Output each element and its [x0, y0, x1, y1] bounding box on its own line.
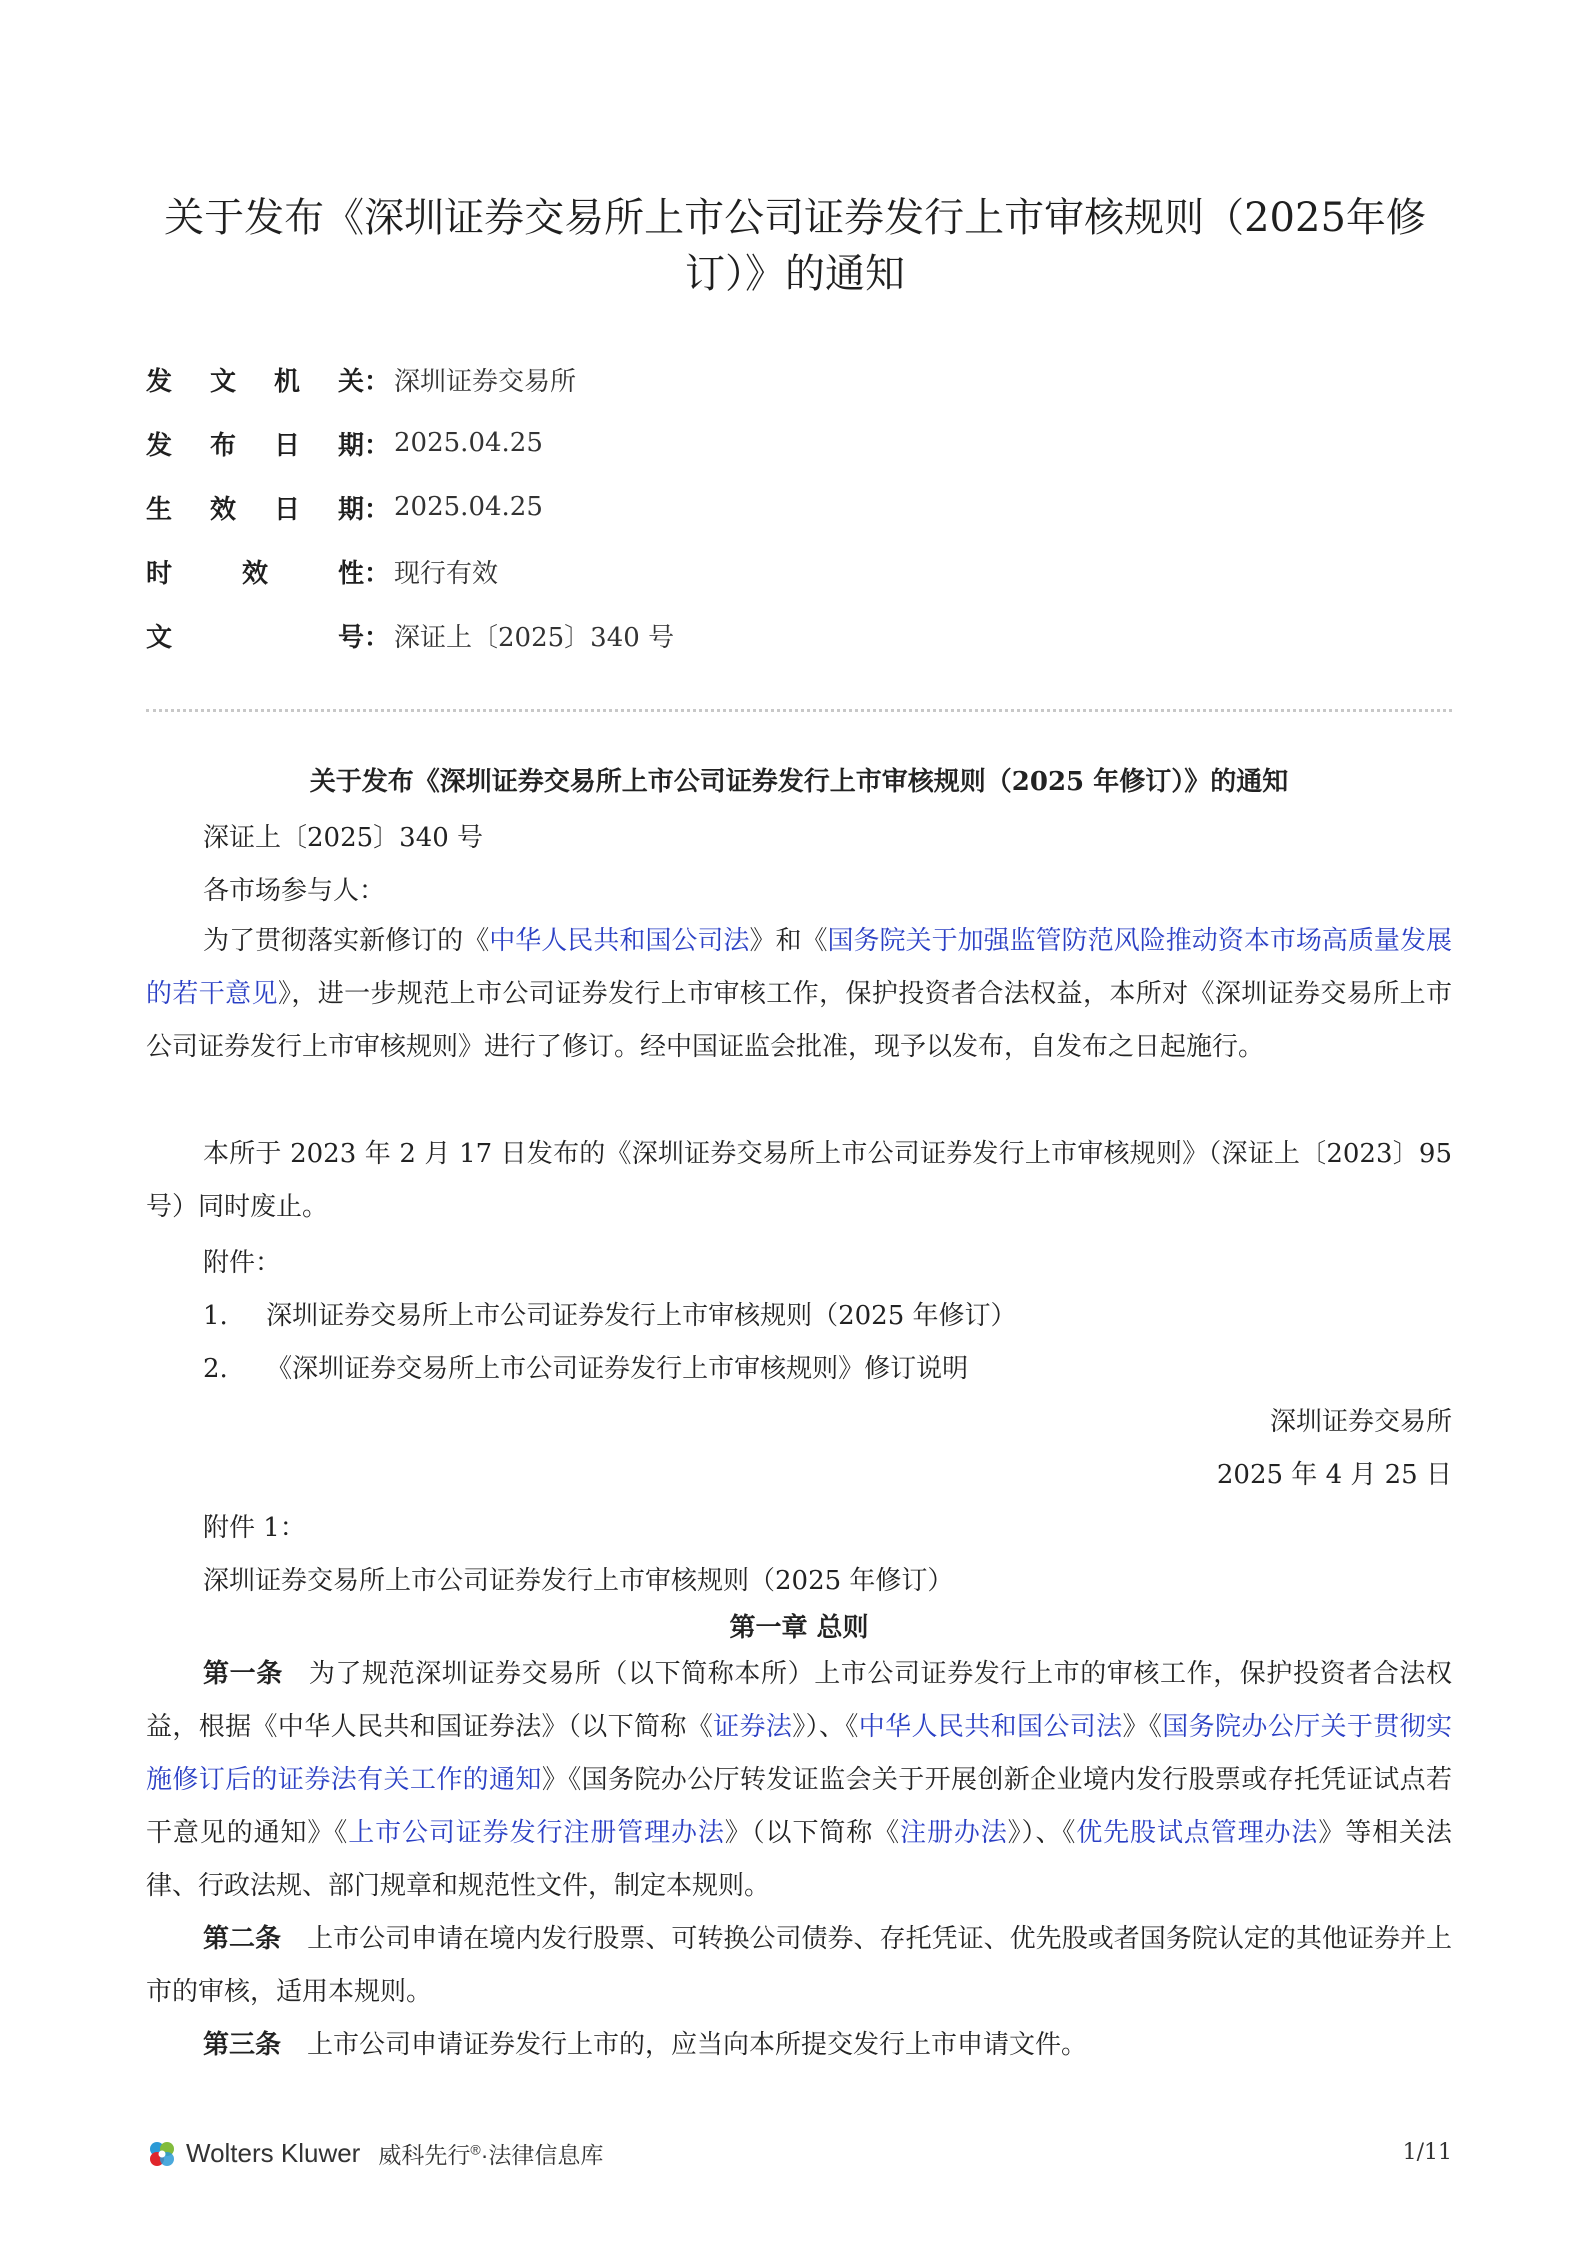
meta-value: 2025.04.25: [394, 492, 543, 522]
article-label: 第一条: [203, 1659, 283, 1689]
meta-value: 深证上〔2025〕340 号: [394, 622, 675, 653]
meta-separator: ：: [364, 494, 391, 525]
attachment-number: 1.: [203, 1301, 228, 1331]
label-char: 文: [209, 366, 236, 397]
label-char: 效: [209, 494, 236, 525]
meta-validity: [146, 551, 498, 591]
notice-heading: 关于发布《深圳证券交易所上市公司证券发行上市审核规则（2025 年修订）》的通知: [309, 767, 1289, 797]
attachment-item[interactable]: [203, 1349, 968, 1389]
text-run: 上市公司申请证券发行上市的，应当向本所提交发行上市申请文件。: [307, 2030, 1088, 2060]
attachment1-label: 附件 1：: [203, 1513, 306, 1543]
text-run: 上市公司申请在境内发行股票、可转换公司债券、存托凭证、优先股或者国务院认定的其他证券并上市的审核，适用本规则。: [146, 1924, 1452, 2007]
securities-law-link[interactable]: 证券法: [713, 1712, 793, 1742]
label-char: 期: [337, 494, 364, 525]
label-char: 文: [146, 622, 173, 653]
text-run: 》和《: [749, 926, 828, 956]
meta-doc-number: [146, 615, 674, 655]
meta-separator: ：: [364, 558, 391, 589]
label-char: 效: [241, 558, 268, 589]
text-run: 为了贯彻落实新修订的《: [203, 926, 490, 956]
text-run: 》《: [1122, 1712, 1163, 1742]
label-char: 日: [273, 430, 300, 461]
label-char: 发: [146, 430, 173, 461]
state-council-opinions-link[interactable]: 国务院关于加强监管防范风险推动资本市场高质量发展的若干意见: [146, 926, 1452, 1009]
label-char: 号: [337, 622, 364, 653]
text-run: 》，进一步规范上市公司证券发行上市审核工作，保护投资者合法权益，本所对《深圳证券交易所上市公司证券发行上市审核规则》进行了修订。经中国证监会批准，现予以发布，自发布之日起施行。: [146, 979, 1452, 1062]
attachment-number: 2.: [203, 1354, 228, 1384]
meta-separator: ：: [364, 366, 391, 397]
text-run: 》（以下简称《: [724, 1818, 901, 1848]
article-1: [146, 1648, 1452, 1913]
attachment-item[interactable]: [203, 1296, 1017, 1336]
registration-measures-link[interactable]: 上市公司证券发行注册管理办法: [348, 1818, 725, 1848]
meta-value: 深圳证券交易所: [394, 366, 577, 397]
text-run: 》《国务院办公厅转发证监会关于开展创新企业境内发行股票或存托凭证试点若干意见的通知》《: [146, 1765, 1452, 1848]
attachment-title: 《深圳证券交易所上市公司证券发行上市审核规则》修订说明: [266, 1354, 969, 1384]
signature-date: 2025 年 4 月 25 日: [1216, 1460, 1452, 1490]
label-char: 发: [146, 366, 173, 397]
meta-value: 2025.04.25: [394, 428, 543, 458]
text-run: 》）、《: [792, 1712, 859, 1742]
meta-issuer: [146, 359, 576, 399]
paragraph-repeal: [146, 1128, 1452, 1234]
paragraph-text: [146, 915, 1452, 1074]
brand-name: Wolters Kluwer: [186, 2138, 361, 2168]
label-char: 期: [337, 430, 364, 461]
label-char: 生: [146, 494, 173, 525]
meta-label: [146, 361, 364, 398]
label-char: 性: [337, 558, 364, 589]
attachments-label: 附件：: [203, 1248, 282, 1278]
label-char: 关: [337, 366, 364, 397]
company-law-link[interactable]: 中华人民共和国公司法: [858, 1712, 1123, 1742]
meta-separator: ：: [364, 430, 391, 461]
text-run: 》等相关法律、行政法规、部门规章和规范性文件，制定本规则。: [146, 1818, 1452, 1901]
state-council-notice-link[interactable]: 国务院办公厅关于贯彻实施修订后的证券法有关工作的通知: [146, 1712, 1452, 1795]
article-3: [146, 2019, 1452, 2072]
brand-cn-text: 威科先行: [378, 2142, 471, 2168]
registered-mark: ®: [470, 2141, 481, 2158]
paragraph-intro: [146, 915, 1452, 1074]
article-2: [146, 1913, 1452, 2019]
meta-label: [146, 617, 364, 654]
attachment1-title: 深圳证券交易所上市公司证券发行上市审核规则（2025 年修订）: [203, 1566, 954, 1596]
doc-number: 深证上〔2025〕340 号: [203, 823, 484, 853]
label-char: 机: [273, 366, 300, 397]
signature-org: 深圳证券交易所: [1269, 1407, 1452, 1437]
page-title: 关于发布《深圳证券交易所上市公司证券发行上市审核规则（2025年修订）》的通知: [164, 195, 1426, 297]
wolters-kluwer-logo-icon: [146, 2138, 178, 2170]
dotted-divider: [146, 709, 1452, 712]
article-text: [146, 1648, 1452, 1913]
attachment-title: 深圳证券交易所上市公司证券发行上市审核规则（2025 年修订）: [266, 1301, 1017, 1331]
brand-cn-suffix: ·法律信息库: [480, 2142, 604, 2168]
company-law-link[interactable]: 中华人民共和国公司法: [489, 926, 750, 956]
label-char: 布: [209, 430, 236, 461]
meta-separator: ：: [364, 622, 391, 653]
article-text: [146, 2019, 1452, 2072]
registration-measures-short-link[interactable]: 注册办法: [900, 1818, 1008, 1848]
meta-publish-date: [146, 423, 543, 463]
meta-label: [146, 489, 364, 526]
chapter-heading: 第一章 总则: [729, 1613, 869, 1643]
label-char: 时: [146, 558, 173, 589]
preferred-stock-measures-link[interactable]: 优先股试点管理办法: [1076, 1818, 1319, 1848]
salutation: 各市场参与人：: [203, 876, 386, 906]
text-run: 为了规范深圳证券交易所（以下简称本所）上市公司证券发行上市的审核工作，保护投资者合法权益，根据《中华人民共和国证券法》（以下简称《: [146, 1659, 1452, 1742]
footer-brand: [146, 2137, 603, 2170]
brand-name-cn: [378, 2137, 603, 2170]
article-text: [146, 1913, 1452, 2019]
meta-value: 现行有效: [394, 558, 499, 589]
article-label: 第二条: [203, 1924, 282, 1954]
meta-label: [146, 553, 364, 590]
text-run: 》）、《: [1007, 1818, 1077, 1848]
page-number: 1/11: [1402, 2140, 1452, 2165]
meta-label: [146, 425, 364, 462]
meta-effective-date: [146, 487, 543, 527]
paragraph-text: 本所于 2023 年 2 月 17 日发布的《深圳证券交易所上市公司证券发行上市审核规则》（深证上〔2023〕95 号）同时废止。: [146, 1139, 1452, 1222]
label-char: 日: [273, 494, 300, 525]
article-label: 第三条: [203, 2030, 282, 2060]
